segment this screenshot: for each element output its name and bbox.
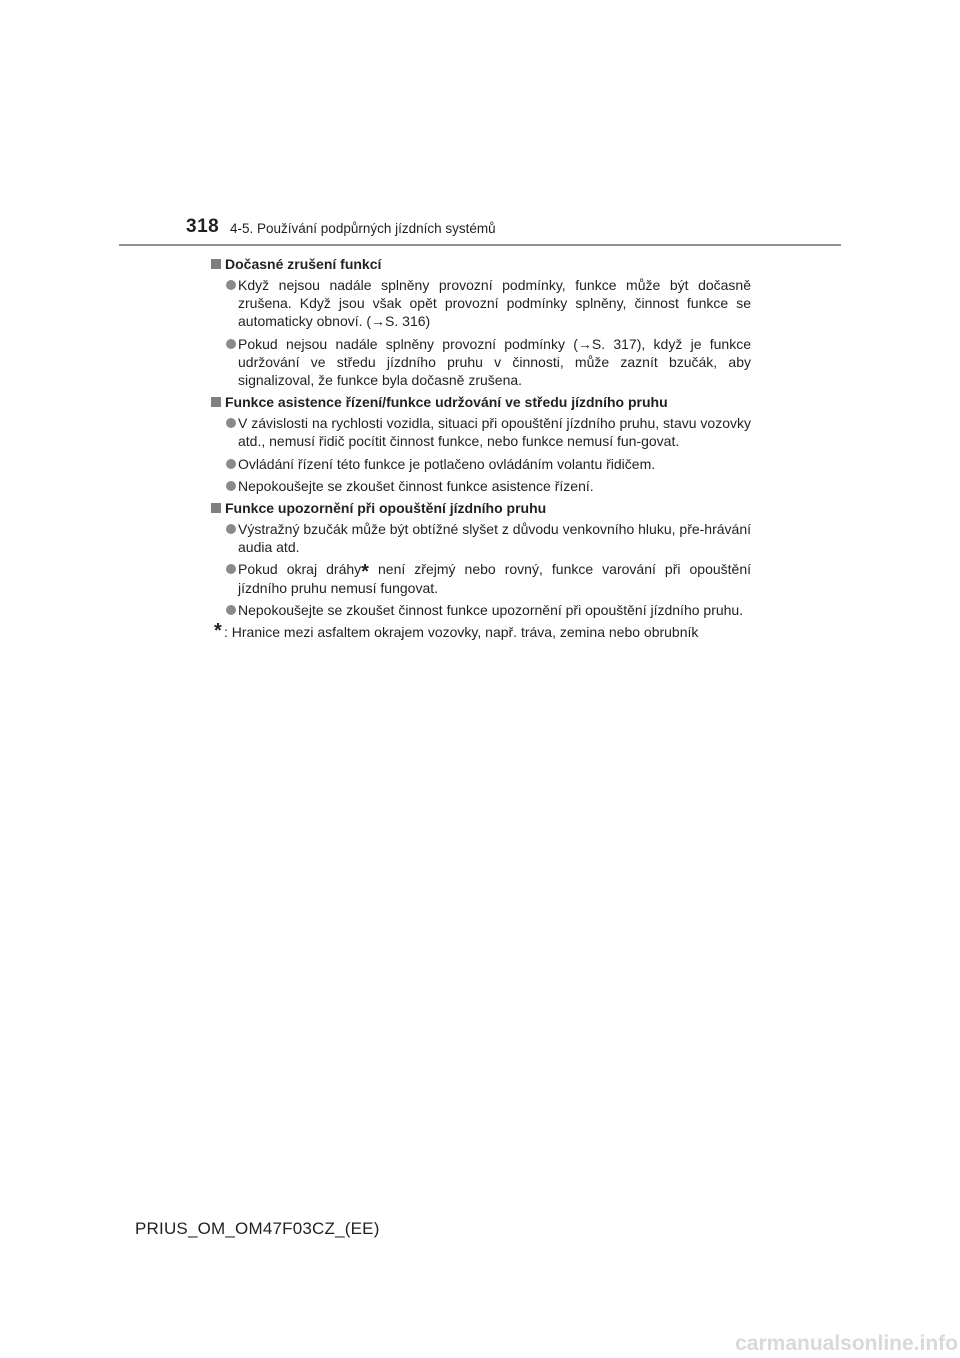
page-content bbox=[211, 255, 751, 642]
footnote: * : Hranice mezi asfaltem okrajem vozovky, např. tráva, zemina nebo obrubník bbox=[214, 620, 699, 643]
round-bullet-icon bbox=[226, 605, 236, 615]
round-bullet-icon bbox=[226, 280, 236, 290]
header-divider bbox=[119, 244, 841, 246]
page-number: 318 bbox=[186, 216, 220, 237]
section-steering-assist bbox=[211, 393, 751, 495]
list-item: Nepokoušejte se zkoušet činnost funkce upozornění při opouštění jízdního pruhu. bbox=[211, 601, 751, 619]
section-temporary-cancel bbox=[211, 255, 751, 389]
list-item: V závislosti na rychlosti vozidla, situaci při opouštění jízdního pruhu, stavu vozovky atd., nemusí řidič pocítit činnost funkce, nebo funkce nemusí fun-govat. bbox=[211, 414, 751, 450]
section-lane-departure-alert bbox=[211, 499, 751, 619]
watermark: carmanualsonline.info bbox=[735, 1332, 958, 1355]
square-bullet-icon bbox=[211, 397, 221, 407]
round-bullet-icon bbox=[226, 339, 236, 349]
list-item: Výstražný bzučák může být obtížné slyšet z důvodu venkovního hluku, pře-hrávání audia atd. bbox=[211, 520, 751, 556]
round-bullet-icon bbox=[226, 564, 236, 574]
document-code: PRIUS_OM_OM47F03CZ_(EE) bbox=[135, 1219, 380, 1238]
section-heading: Funkce asistence řízení/funkce udržování ve středu jízdního pruhu bbox=[211, 393, 751, 412]
round-bullet-icon bbox=[226, 459, 236, 469]
chapter-title: 4-5. Používání podpůrných jízdních systémů bbox=[230, 221, 496, 236]
list-item: Pokud okraj dráhy* není zřejmý nebo rovný, funkce varování při opouštění jízdního pruhu nemusí fungovat. bbox=[211, 560, 751, 596]
footnote-text: : Hranice mezi asfaltem okrajem vozovky, např. tráva, zemina nebo obrubník bbox=[224, 624, 699, 641]
list-item: Ovládání řízení této funkce je potlačeno ovládáním volantu řidičem. bbox=[211, 455, 751, 473]
list-item: Pokud nejsou nadále splněny provozní podmínky (→S. 317), když je funkce udržování ve středu jízdního pruhu v činnosti, může zaznít bzučák, aby signalizoval, že funkce byla dočasně zrušena. bbox=[211, 335, 751, 390]
square-bullet-icon bbox=[211, 503, 221, 513]
round-bullet-icon bbox=[226, 524, 236, 534]
round-bullet-icon bbox=[226, 481, 236, 491]
round-bullet-icon bbox=[226, 418, 236, 428]
list-item: Když nejsou nadále splněny provozní podmínky, funkce může být dočasně zrušena. Když jsou však opět provozní podmínky splněny, činnost funkce se automaticky obnoví. (→S. 316) bbox=[211, 276, 751, 331]
section-heading: Dočasné zrušení funkcí bbox=[211, 255, 751, 274]
list-item: Nepokoušejte se zkoušet činnost funkce asistence řízení. bbox=[211, 477, 751, 495]
footnote-marker: * bbox=[361, 561, 369, 584]
square-bullet-icon bbox=[211, 259, 221, 269]
section-heading: Funkce upozornění při opouštění jízdního pruhu bbox=[211, 499, 751, 518]
